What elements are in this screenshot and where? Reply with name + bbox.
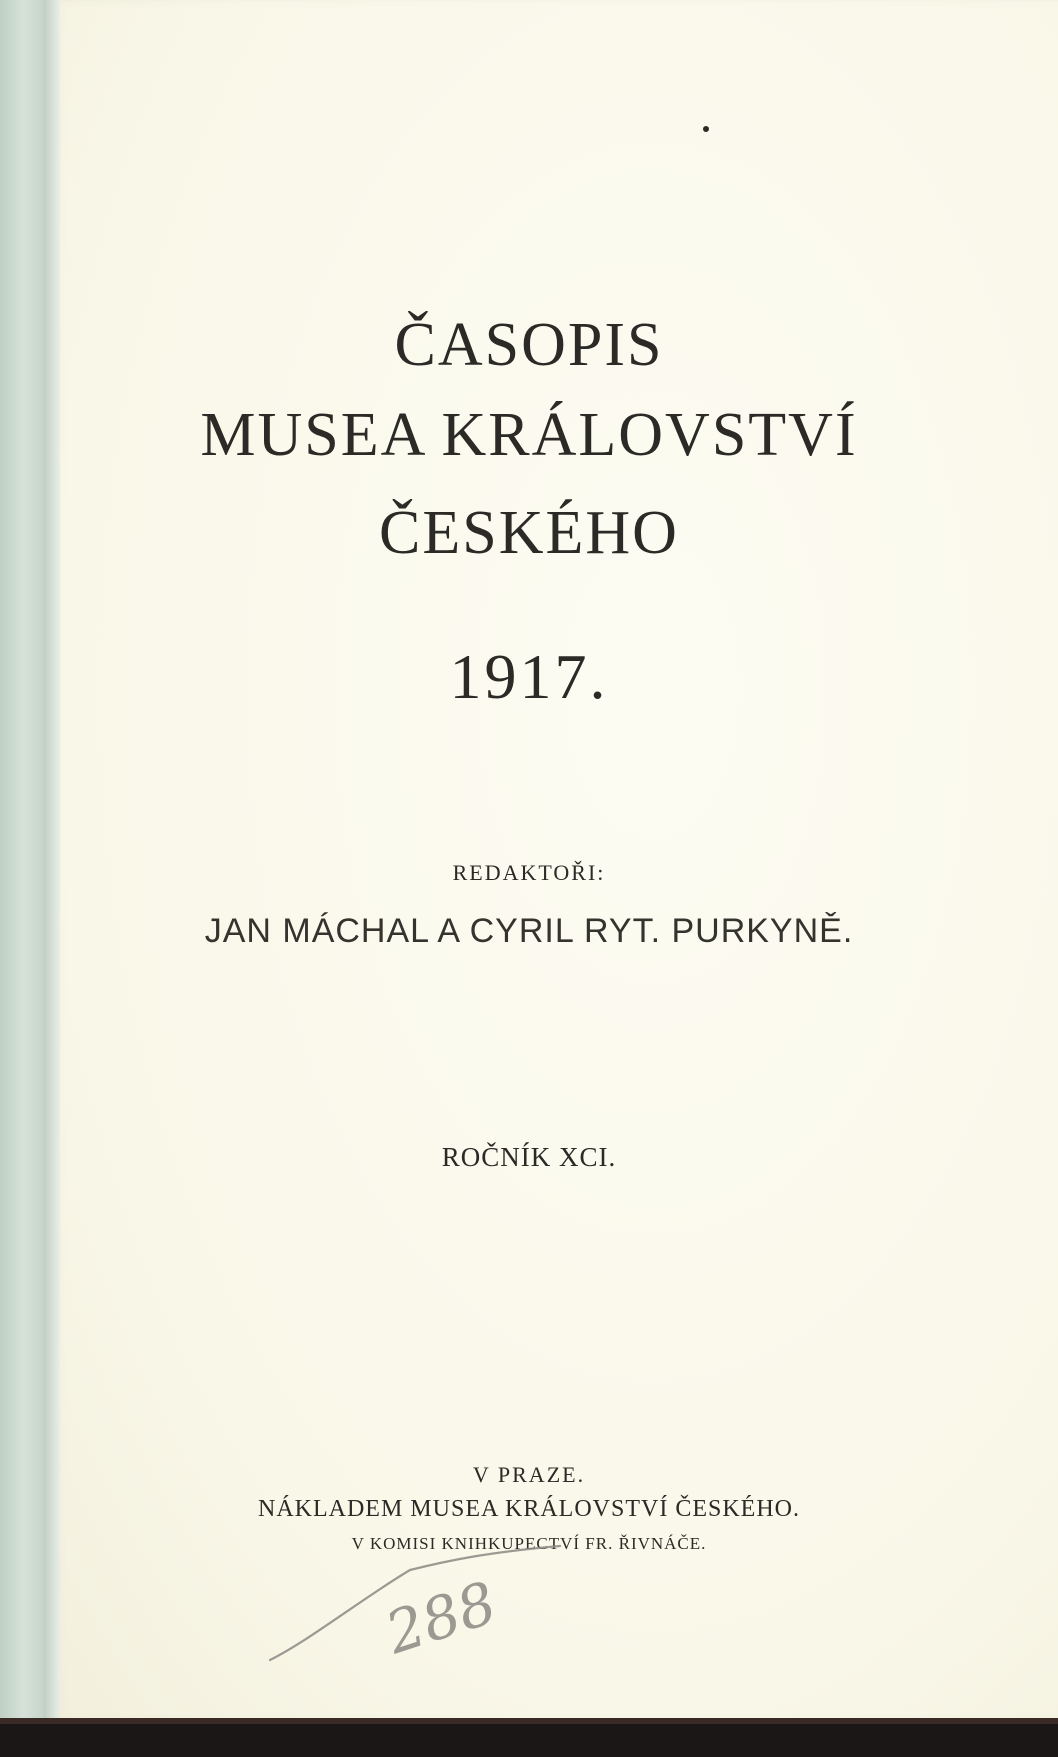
imprint-place: V PRAZE. bbox=[472, 1462, 586, 1487]
ink-speck bbox=[703, 126, 709, 132]
editors-label: REDAKTOŘI: bbox=[452, 860, 606, 885]
title-line-2: MUSEA KRÁLOVSTVÍ bbox=[200, 401, 858, 469]
publication-year: 1917. bbox=[449, 641, 609, 712]
bottom-edge-strip bbox=[0, 1718, 1058, 1724]
bottom-edge bbox=[0, 1718, 1058, 1757]
imprint-publisher: NÁKLADEM MUSEA KRÁLOVSTVÍ ČESKÉHO. bbox=[257, 1496, 800, 1522]
volume-number: ROČNÍK XCI. bbox=[441, 1142, 617, 1172]
pencil-number: 288 bbox=[377, 1568, 505, 1668]
handwritten-pencil-note bbox=[260, 1520, 580, 1680]
title-line-1: ČASOPIS bbox=[394, 311, 664, 379]
pencil-stroke-dash bbox=[410, 1546, 560, 1570]
imprint-commission: V KOMISI KNIHKUPECTVÍ FR. ŘIVNÁČE. bbox=[351, 1534, 707, 1553]
title-line-3: ČESKÉHO bbox=[379, 499, 679, 567]
editors-names: JAN MÁCHAL A CYRIL RYT. PURKYNĚ. bbox=[204, 912, 854, 950]
